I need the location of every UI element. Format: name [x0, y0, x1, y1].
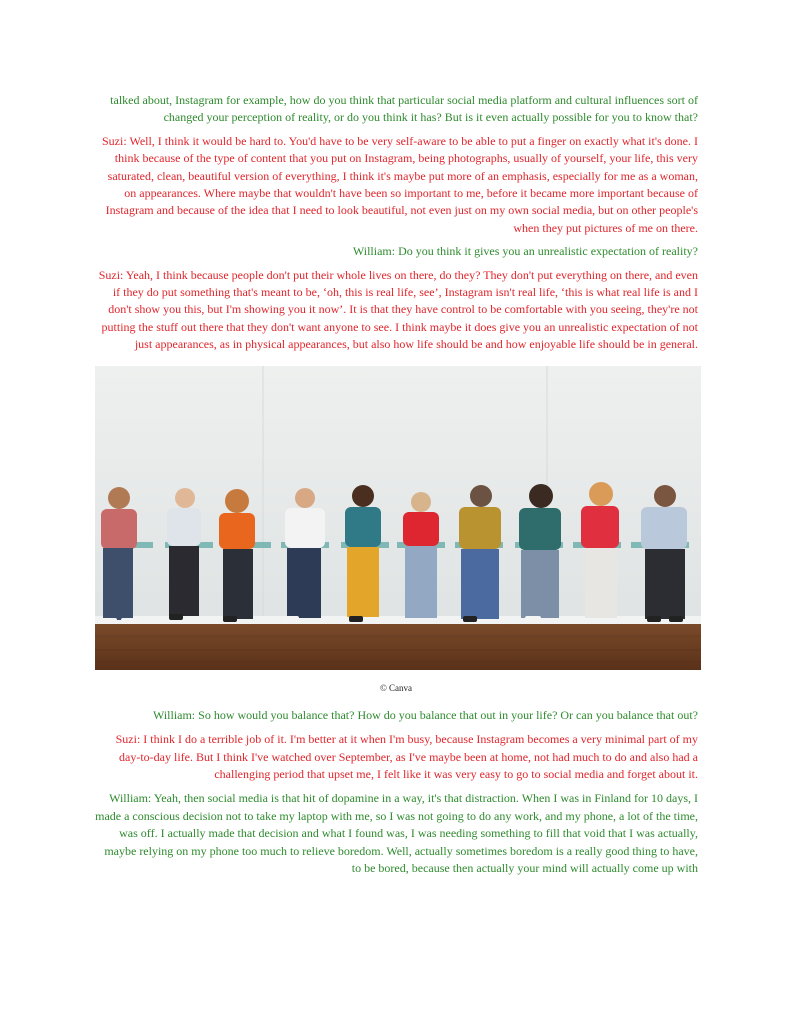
photo-caption: © Canva	[379, 682, 413, 693]
paragraph-william-3: William: So how would you balance that? How do you balance that out in your life? Or can you balance that out?	[152, 707, 698, 722]
paragraph-william-1: talked about, Instagram for example, how do you think that particular social media platform and cultural influences sort of changed your perception of reality, or do you think it has? But is it even actually possible for you to know that?	[110, 93, 698, 125]
paragraph-william-2: William: Do you think it gives you an unrealistic expectation of reality?	[352, 244, 698, 259]
paragraph-william-4: William: Yeah, then social media is that hit of dopamine in a way, it's that distraction. When I was in Finland for 10 days, I made a conscious decision not to take my laptop with me, so I was not going to do any work, and my phone, a lot of the time, was off. I actually made that decision and what I found was, I was needing something to fill that void that I was actually, maybe relying on my phone too much to relieve boredom. Well, actually sometimes boredom is a really good thing to have, to be bored, because then actually your mind will actually come up with	[95, 791, 698, 875]
paragraph-suzi-1: Suzi: Well, I think it would be hard to. You'd have to be very self-aware to be able to put a finger on exactly what it's done. I think because of the type of content that you put on Instagram, being photographs, usually of yourself, your life, this very saturated, clean, beautiful version of everything, I think it's maybe put more of an emphasis, especially for me as a woman, on appearances. Where maybe that wouldn't have been so important to me, before it became more important because of Instagram and because of the idea that I need to look beautiful, not even just on my own social media, but on other people's when they put pictures of me on there.	[102, 133, 698, 235]
document-page	[94, 92, 698, 883]
paragraph-suzi-3: Suzi: I think I do a terrible job of it. I'm better at it when I'm busy, because Instagram becomes a very minimal part of my day-to-day life. But I think I've watched over September, as I've maybe been at home, not had much to do and also had a challenging period that upset me, I felt like it was very easy to go to social media and forget about it.	[115, 732, 698, 781]
paragraph-suzi-2: Suzi: Yeah, I think because people don't put their whole lives on there, do they? They don't put everything on there, and even if they do put something that's meant to be, ‘oh, this is real life, see’, Instagram isn't real life, ‘this is what real life is and I don't show you this, but I'm showing you it now’. It is that they have control to be comfortable with you seeing, they're not putting the stuff out there that they don't want anyone to see. I think maybe it does give you an unrealistic expectation of not just appearances, as in physical appearances, but also how life should be and how enjoyable life should be in general.	[98, 267, 698, 352]
people-on-phones-photo	[95, 366, 701, 670]
